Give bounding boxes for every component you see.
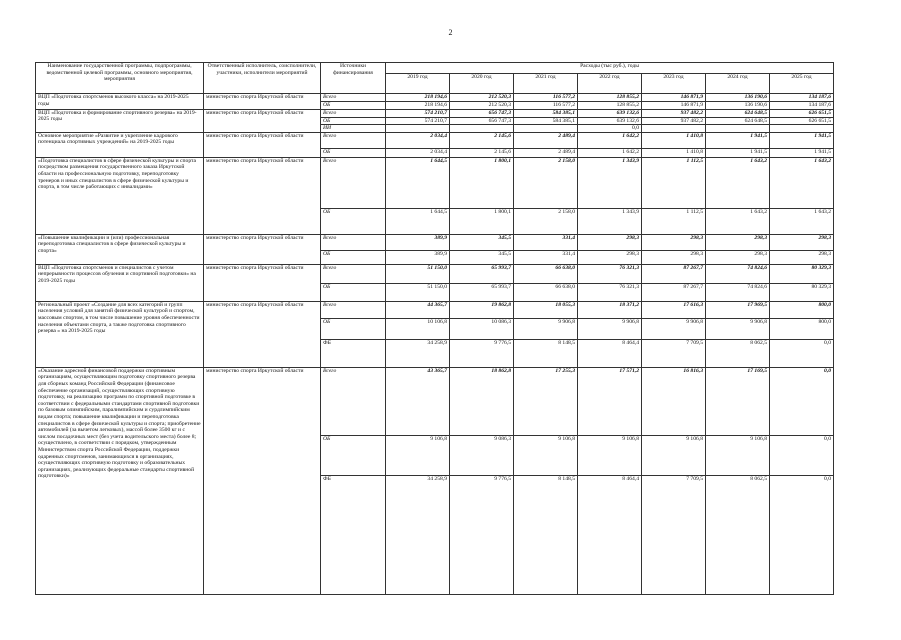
expense-value: 574 210,7 bbox=[386, 117, 450, 125]
expense-value: 1 642,2 bbox=[578, 132, 642, 148]
expense-value: 574 210,7 bbox=[386, 109, 450, 117]
expense-value: 1 643,2 bbox=[770, 208, 834, 234]
expense-value: 1 644,5 bbox=[386, 157, 450, 208]
expense-value: 212 520,3 bbox=[450, 94, 514, 102]
expense-value: 116 577,2 bbox=[514, 94, 578, 102]
expense-value: 1 644,5 bbox=[386, 208, 450, 234]
responsible-executor: министерство спорта Иркутской области bbox=[204, 367, 321, 594]
header-source: Источники финансирования bbox=[321, 63, 386, 94]
expense-value: 9 106,8 bbox=[386, 435, 450, 475]
expense-value: 345,5 bbox=[450, 234, 514, 250]
expense-value: 1 800,1 bbox=[450, 208, 514, 234]
expense-value: 74 824,6 bbox=[706, 283, 770, 301]
table-row bbox=[36, 264, 834, 283]
expense-value: 331,4 bbox=[514, 250, 578, 264]
header-year: 2024 год bbox=[706, 74, 770, 94]
expense-value: 298,3 bbox=[642, 250, 706, 264]
table-row bbox=[36, 367, 834, 435]
responsible-executor: министерство спорта Иркутской области bbox=[204, 234, 321, 264]
expense-value: 1 941,5 bbox=[706, 148, 770, 157]
expense-value: 1 410,8 bbox=[642, 132, 706, 148]
expense-value: 2 145,6 bbox=[450, 148, 514, 157]
funding-source: Всего bbox=[321, 157, 386, 208]
expense-value: 2 145,6 bbox=[450, 132, 514, 148]
program-name: «Подготовка специалистов в сфере физической культуры и спорта посредством размещения государственного заказа Иркутской области на профессиональную подготовку, переподготовку тренеров и иных специалистов в сфере физической культуры и спорта, в том числе работающих с инвалидами» bbox=[36, 157, 204, 234]
expense-value bbox=[386, 125, 450, 133]
expense-value: 51 150,0 bbox=[386, 283, 450, 301]
expense-value: 51 150,0 bbox=[386, 264, 450, 283]
expense-value: 584 385,1 bbox=[514, 117, 578, 125]
budget-table bbox=[35, 62, 834, 595]
funding-source: Всего bbox=[321, 367, 386, 435]
expense-value bbox=[642, 125, 706, 133]
expense-value: 8 464,4 bbox=[578, 339, 642, 367]
page-number: 2 bbox=[448, 28, 453, 37]
expense-value: 9 906,8 bbox=[642, 318, 706, 339]
expense-value bbox=[514, 125, 578, 133]
expense-value: 9 106,8 bbox=[514, 435, 578, 475]
expense-value: 65 993,7 bbox=[450, 264, 514, 283]
expense-value: 1 643,2 bbox=[706, 157, 770, 208]
expense-value: 76 321,3 bbox=[578, 283, 642, 301]
table-row bbox=[36, 157, 834, 208]
expense-value: 8 148,5 bbox=[514, 339, 578, 367]
expense-value: 2 489,4 bbox=[514, 132, 578, 148]
program-name: Региональный проект «Создание для всех категорий и групп населения условий для занятий физической культурой и спортом, массовым спортом, в том числе повышение уровня обеспеченности населения объектами спорта, а также подготовка спортивного резерва » на 2019-2025 годы bbox=[36, 301, 204, 367]
expense-value: 584 385,1 bbox=[514, 109, 578, 117]
program-name: «Оказание адресной финансовой поддержки спортивным организациям, осуществляющим подготовку спортивного резерва для сборных команд Российской Федерации (финансовое обеспечение организаций, осуществляющих спортивную подготовку, на реализацию программ по спортивной подготовке в соответствии с федеральными стандартами спортивной подготовки по базовым олимпийским, паралимпийским и сурдлимпийским видам спорта; повышение квалификации и переподготовка специалистов в сфере физической культуры и спорта; приобретение автомобилей (за вычетом легковых), массой более 3500 кг и с числом посадочных мест (без учета водительского места) более 8; осуществлено, в соответствии с порядком, утвержденным Министерством спорта Российской Федерации, поддержки одаренных спортсменов, занимающихся в организациях, осуществляющих спортивную подготовку и образовательных организациях, реализующих федеральные стандарты спортивной подготовки)» bbox=[36, 367, 204, 594]
funding-source: Всего bbox=[321, 132, 386, 148]
expense-value: 937 482,2 bbox=[642, 117, 706, 125]
header-year: 2023 год bbox=[642, 74, 706, 94]
expense-value: 298,3 bbox=[770, 234, 834, 250]
funding-source: ОБ bbox=[321, 435, 386, 475]
expense-value: 9 106,8 bbox=[706, 435, 770, 475]
expense-value: 0,0 bbox=[578, 125, 642, 133]
expense-value: 1 643,2 bbox=[770, 157, 834, 208]
expense-value: 9 106,8 bbox=[642, 435, 706, 475]
expense-value: 146 871,9 bbox=[642, 94, 706, 102]
expense-value: 1 112,5 bbox=[642, 208, 706, 234]
expense-value: 87 267,7 bbox=[642, 264, 706, 283]
expense-value: 136 190,6 bbox=[706, 94, 770, 102]
program-name: ВЦП «Подготовка спортсменов высокого класса» на 2019-2025 годы bbox=[36, 94, 204, 110]
expense-value: 18 371,2 bbox=[578, 301, 642, 318]
expense-value: 80 329,3 bbox=[770, 264, 834, 283]
expense-value: 800,0 bbox=[770, 301, 834, 318]
table-row bbox=[36, 94, 834, 102]
expense-value: 331,4 bbox=[514, 234, 578, 250]
table-row bbox=[36, 234, 834, 250]
expense-value: 66 638,0 bbox=[514, 264, 578, 283]
expense-value: 10 106,8 bbox=[386, 318, 450, 339]
funding-source: ОБ bbox=[321, 208, 386, 234]
header-year: 2025 год bbox=[770, 74, 834, 94]
expense-value: 146 871,9 bbox=[642, 102, 706, 110]
expense-value: 9 906,8 bbox=[578, 318, 642, 339]
responsible-executor: министерство спорта Иркутской области bbox=[204, 132, 321, 157]
funding-source: ОБ bbox=[321, 102, 386, 110]
expense-value: 389,9 bbox=[386, 250, 450, 264]
funding-source: Всего bbox=[321, 109, 386, 117]
expense-value: 8 148,5 bbox=[514, 475, 578, 594]
expense-value: 218 194,6 bbox=[386, 94, 450, 102]
expense-value: 7 709,5 bbox=[642, 475, 706, 594]
expense-value: 0,0 bbox=[770, 339, 834, 367]
expense-value bbox=[706, 125, 770, 133]
expense-value: 9 906,8 bbox=[514, 318, 578, 339]
responsible-executor: министерство спорта Иркутской области bbox=[204, 109, 321, 132]
expense-value: 134 187,6 bbox=[770, 94, 834, 102]
header-year: 2020 год bbox=[450, 74, 514, 94]
header-name: Наименование государственной программы, подпрограммы, ведомственной целевой программы, основного мероприятия, мероприятия bbox=[36, 63, 204, 94]
expense-value: 937 482,2 bbox=[642, 109, 706, 117]
expense-value: 2 489,4 bbox=[514, 148, 578, 157]
header-responsible: Ответственный исполнитель, соисполнители, участники, исполнители мероприятий bbox=[204, 63, 321, 94]
expense-value: 17 169,5 bbox=[706, 367, 770, 435]
expense-value: 2 034,4 bbox=[386, 148, 450, 157]
funding-source: Всего bbox=[321, 264, 386, 283]
header-year: 2022 год bbox=[578, 74, 642, 94]
expense-value: 18 862,8 bbox=[450, 367, 514, 435]
expense-value: 1 941,5 bbox=[770, 148, 834, 157]
expense-value: 16 816,3 bbox=[642, 367, 706, 435]
funding-source: ФБ bbox=[321, 339, 386, 367]
expense-value: 80 329,3 bbox=[770, 283, 834, 301]
responsible-executor: министерство спорта Иркутской области bbox=[204, 157, 321, 234]
funding-source: ИИ bbox=[321, 125, 386, 133]
expense-value: 389,9 bbox=[386, 234, 450, 250]
expense-value: 0,0 bbox=[770, 435, 834, 475]
expense-value: 1 112,5 bbox=[642, 157, 706, 208]
table-body bbox=[36, 94, 834, 595]
expense-value: 34 258,9 bbox=[386, 475, 450, 594]
responsible-executor: министерство спорта Иркутской области bbox=[204, 301, 321, 367]
expense-value: 656 747,3 bbox=[450, 109, 514, 117]
expense-value: 0,0 bbox=[770, 367, 834, 435]
funding-source: ОБ bbox=[321, 250, 386, 264]
expense-value: 298,3 bbox=[578, 250, 642, 264]
expense-value: 800,0 bbox=[770, 318, 834, 339]
program-name: «Повышение квалификации и (или) профессиональная переподготовка специалистов в сфере физической культуры и спорта» bbox=[36, 234, 204, 264]
expense-value: 656 747,3 bbox=[450, 117, 514, 125]
funding-source: ОБ bbox=[321, 318, 386, 339]
funding-source: ОБ bbox=[321, 283, 386, 301]
expense-value: 2 034,4 bbox=[386, 132, 450, 148]
expense-value: 8 062,5 bbox=[706, 475, 770, 594]
funding-source: ФБ bbox=[321, 475, 386, 594]
expense-value: 18 055,3 bbox=[514, 301, 578, 318]
expense-value: 298,3 bbox=[706, 234, 770, 250]
expense-value: 1 643,2 bbox=[706, 208, 770, 234]
expense-value: 624 648,5 bbox=[706, 117, 770, 125]
expense-value: 626 651,5 bbox=[770, 109, 834, 117]
funding-source: Всего bbox=[321, 94, 386, 102]
expense-value: 116 577,2 bbox=[514, 102, 578, 110]
expense-value: 136 190,6 bbox=[706, 102, 770, 110]
expense-value: 2 158,0 bbox=[514, 208, 578, 234]
expense-value: 8 062,5 bbox=[706, 339, 770, 367]
expense-value: 1 343,9 bbox=[578, 208, 642, 234]
funding-source: Всего bbox=[321, 301, 386, 318]
expense-value: 7 709,5 bbox=[642, 339, 706, 367]
program-name: ВЦП «Подготовка спортсменов и специалистов с учетом непрерывности процессов обучения и спортивной подготовки» на 2019-2025 годы bbox=[36, 264, 204, 301]
expense-value: 218 194,6 bbox=[386, 102, 450, 110]
expense-value bbox=[770, 125, 834, 133]
expense-value: 134 187,6 bbox=[770, 102, 834, 110]
funding-source: ОБ bbox=[321, 148, 386, 157]
program-name: ВЦП «Подготовка и формирование спортивного резерва» на 2019-2025 годы bbox=[36, 109, 204, 132]
funding-source: Всего bbox=[321, 234, 386, 250]
expense-value: 17 616,3 bbox=[642, 301, 706, 318]
table-row bbox=[36, 109, 834, 117]
expense-value: 1 941,5 bbox=[770, 132, 834, 148]
expense-value: 8 464,4 bbox=[578, 475, 642, 594]
expense-value: 19 862,8 bbox=[450, 301, 514, 318]
expense-value: 0,0 bbox=[770, 475, 834, 594]
expense-value bbox=[450, 125, 514, 133]
header-year: 2019 год bbox=[386, 74, 450, 94]
expense-value: 2 158,0 bbox=[514, 157, 578, 208]
expense-value: 626 651,5 bbox=[770, 117, 834, 125]
header-expenses: Расходы (тыс руб.), годы bbox=[386, 63, 834, 74]
expense-value: 17 969,5 bbox=[706, 301, 770, 318]
program-name: Основное мероприятие «Развитие и укрепление кадрового потенциала спортивных учреждений» на 2019-2025 годы bbox=[36, 132, 204, 157]
expense-value: 639 132,6 bbox=[578, 117, 642, 125]
expense-value: 74 824,6 bbox=[706, 264, 770, 283]
expense-value: 298,3 bbox=[706, 250, 770, 264]
expense-value: 212 520,3 bbox=[450, 102, 514, 110]
expense-value: 17 255,3 bbox=[514, 367, 578, 435]
expense-value: 624 648,5 bbox=[706, 109, 770, 117]
expense-value: 9 776,5 bbox=[450, 475, 514, 594]
expense-value: 10 086,3 bbox=[450, 318, 514, 339]
expense-value: 1 410,8 bbox=[642, 148, 706, 157]
expense-value: 1 343,9 bbox=[578, 157, 642, 208]
expense-value: 298,3 bbox=[642, 234, 706, 250]
expense-value: 1 800,1 bbox=[450, 157, 514, 208]
expense-value: 639 132,6 bbox=[578, 109, 642, 117]
table-row bbox=[36, 132, 834, 148]
expense-value: 1 642,2 bbox=[578, 148, 642, 157]
header-year: 2021 год bbox=[514, 74, 578, 94]
responsible-executor: министерство спорта Иркутской области bbox=[204, 264, 321, 301]
expense-value: 9 776,5 bbox=[450, 339, 514, 367]
expense-value: 128 855,2 bbox=[578, 102, 642, 110]
expense-value: 1 941,5 bbox=[706, 132, 770, 148]
expense-value: 128 855,2 bbox=[578, 94, 642, 102]
table-row bbox=[36, 301, 834, 318]
responsible-executor: министерство спорта Иркутской области bbox=[204, 94, 321, 110]
expense-value: 44 365,7 bbox=[386, 301, 450, 318]
expense-value: 34 258,9 bbox=[386, 339, 450, 367]
expense-value: 9 106,8 bbox=[578, 435, 642, 475]
expense-value: 76 321,3 bbox=[578, 264, 642, 283]
expense-value: 9 906,8 bbox=[706, 318, 770, 339]
expense-value: 17 571,2 bbox=[578, 367, 642, 435]
expense-value: 65 993,7 bbox=[450, 283, 514, 301]
expense-value: 43 365,7 bbox=[386, 367, 450, 435]
expense-value: 298,3 bbox=[578, 234, 642, 250]
expense-value: 66 638,0 bbox=[514, 283, 578, 301]
expense-value: 87 267,7 bbox=[642, 283, 706, 301]
expense-value: 9 086,3 bbox=[450, 435, 514, 475]
expense-value: 298,3 bbox=[770, 250, 834, 264]
expense-value: 345,5 bbox=[450, 250, 514, 264]
funding-source: ОБ bbox=[321, 117, 386, 125]
